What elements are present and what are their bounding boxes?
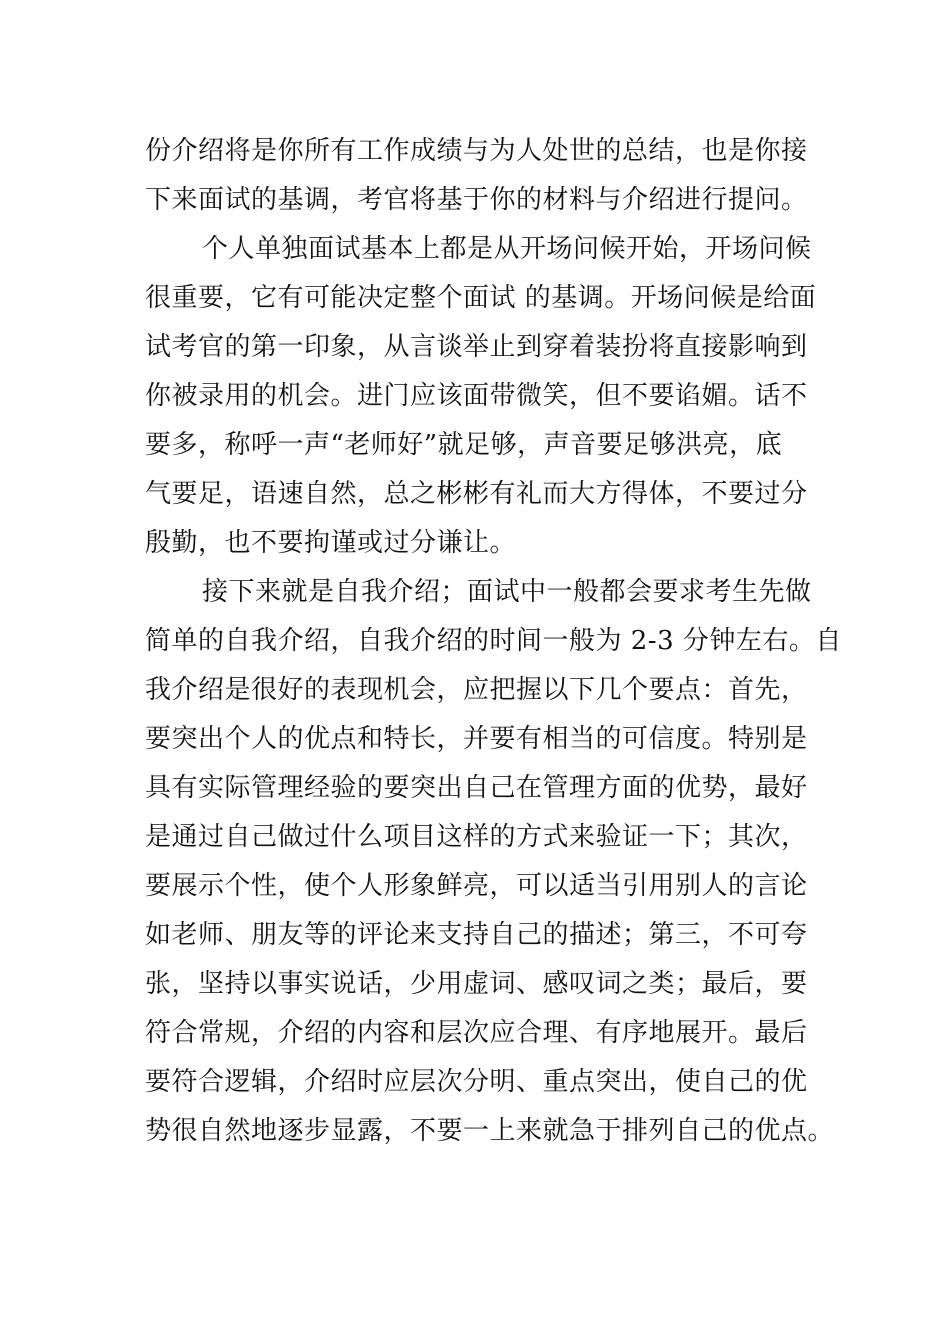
text-line: 殷勤，也不要拘谨或过分谦让。	[145, 528, 517, 558]
text-line: 具有实际管理经验的要突出自己在管理方面的优势，最好	[145, 773, 808, 803]
text-line: 气要足，语速自然，总之彬彬有礼而大方得体，不要过分	[145, 479, 808, 509]
text-line: 接下来就是自我介绍；面试中一般都会要求考生先做	[202, 577, 812, 607]
text-line: 要展示个性，使个人形象鲜亮，可以适当引用别人的言论	[145, 871, 808, 901]
text-line: 要符合逻辑，介绍时应层次分明、重点突出，使自己的优	[145, 1067, 808, 1097]
paragraph-1	[145, 127, 810, 225]
text-line: 个人单独面试基本上都是从开场问候开始，开场问候	[202, 234, 812, 264]
text-line: 份介绍将是你所有工作成绩与为人处世的总结，也是你接	[145, 136, 808, 166]
text-line: 我介绍是很好的表现机会，应把握以下几个要点：首先，	[145, 675, 808, 705]
text-line: 张，坚持以事实说话，少用虚词、感叹词之类；最后，要	[145, 969, 808, 999]
text-line: 势很自然地逐步显露，不要一上来就急于排列自己的优点。	[145, 1116, 835, 1146]
document-body	[145, 127, 842, 1156]
text-line: 是通过自己做过什么项目这样的方式来验证一下；其次，	[145, 822, 808, 852]
text-line: 如老师、朋友等的评论来支持自己的描述；第三，不可夸	[145, 920, 808, 950]
text-line: 要突出个人的优点和特长，并要有相当的可信度。特别是	[145, 724, 808, 754]
text-line: 试考官的第一印象，从言谈举止到穿着装扮将直接影响到	[145, 332, 808, 362]
paragraph-2	[145, 225, 817, 568]
text-line: 很重要，它有可能决定整个面试 的基调。开场问候是给面	[145, 283, 817, 313]
text-line: 你被录用的机会。进门应该面带微笑，但不要谄媚。话不	[145, 381, 808, 411]
text-line: 下来面试的基调，考官将基于你的材料与介绍进行提问。	[145, 185, 808, 215]
text-line: 符合常规，介绍的内容和层次应合理、有序地展开。最后	[145, 1018, 808, 1048]
text-line: 要多，称呼一声“老师好”就足够，声音要足够洪亮，底	[145, 430, 783, 460]
text-line: 简单的自我介绍，自我介绍的时间一般为 2-3 分钟左右。自	[145, 626, 842, 656]
paragraph-3	[145, 568, 842, 1156]
